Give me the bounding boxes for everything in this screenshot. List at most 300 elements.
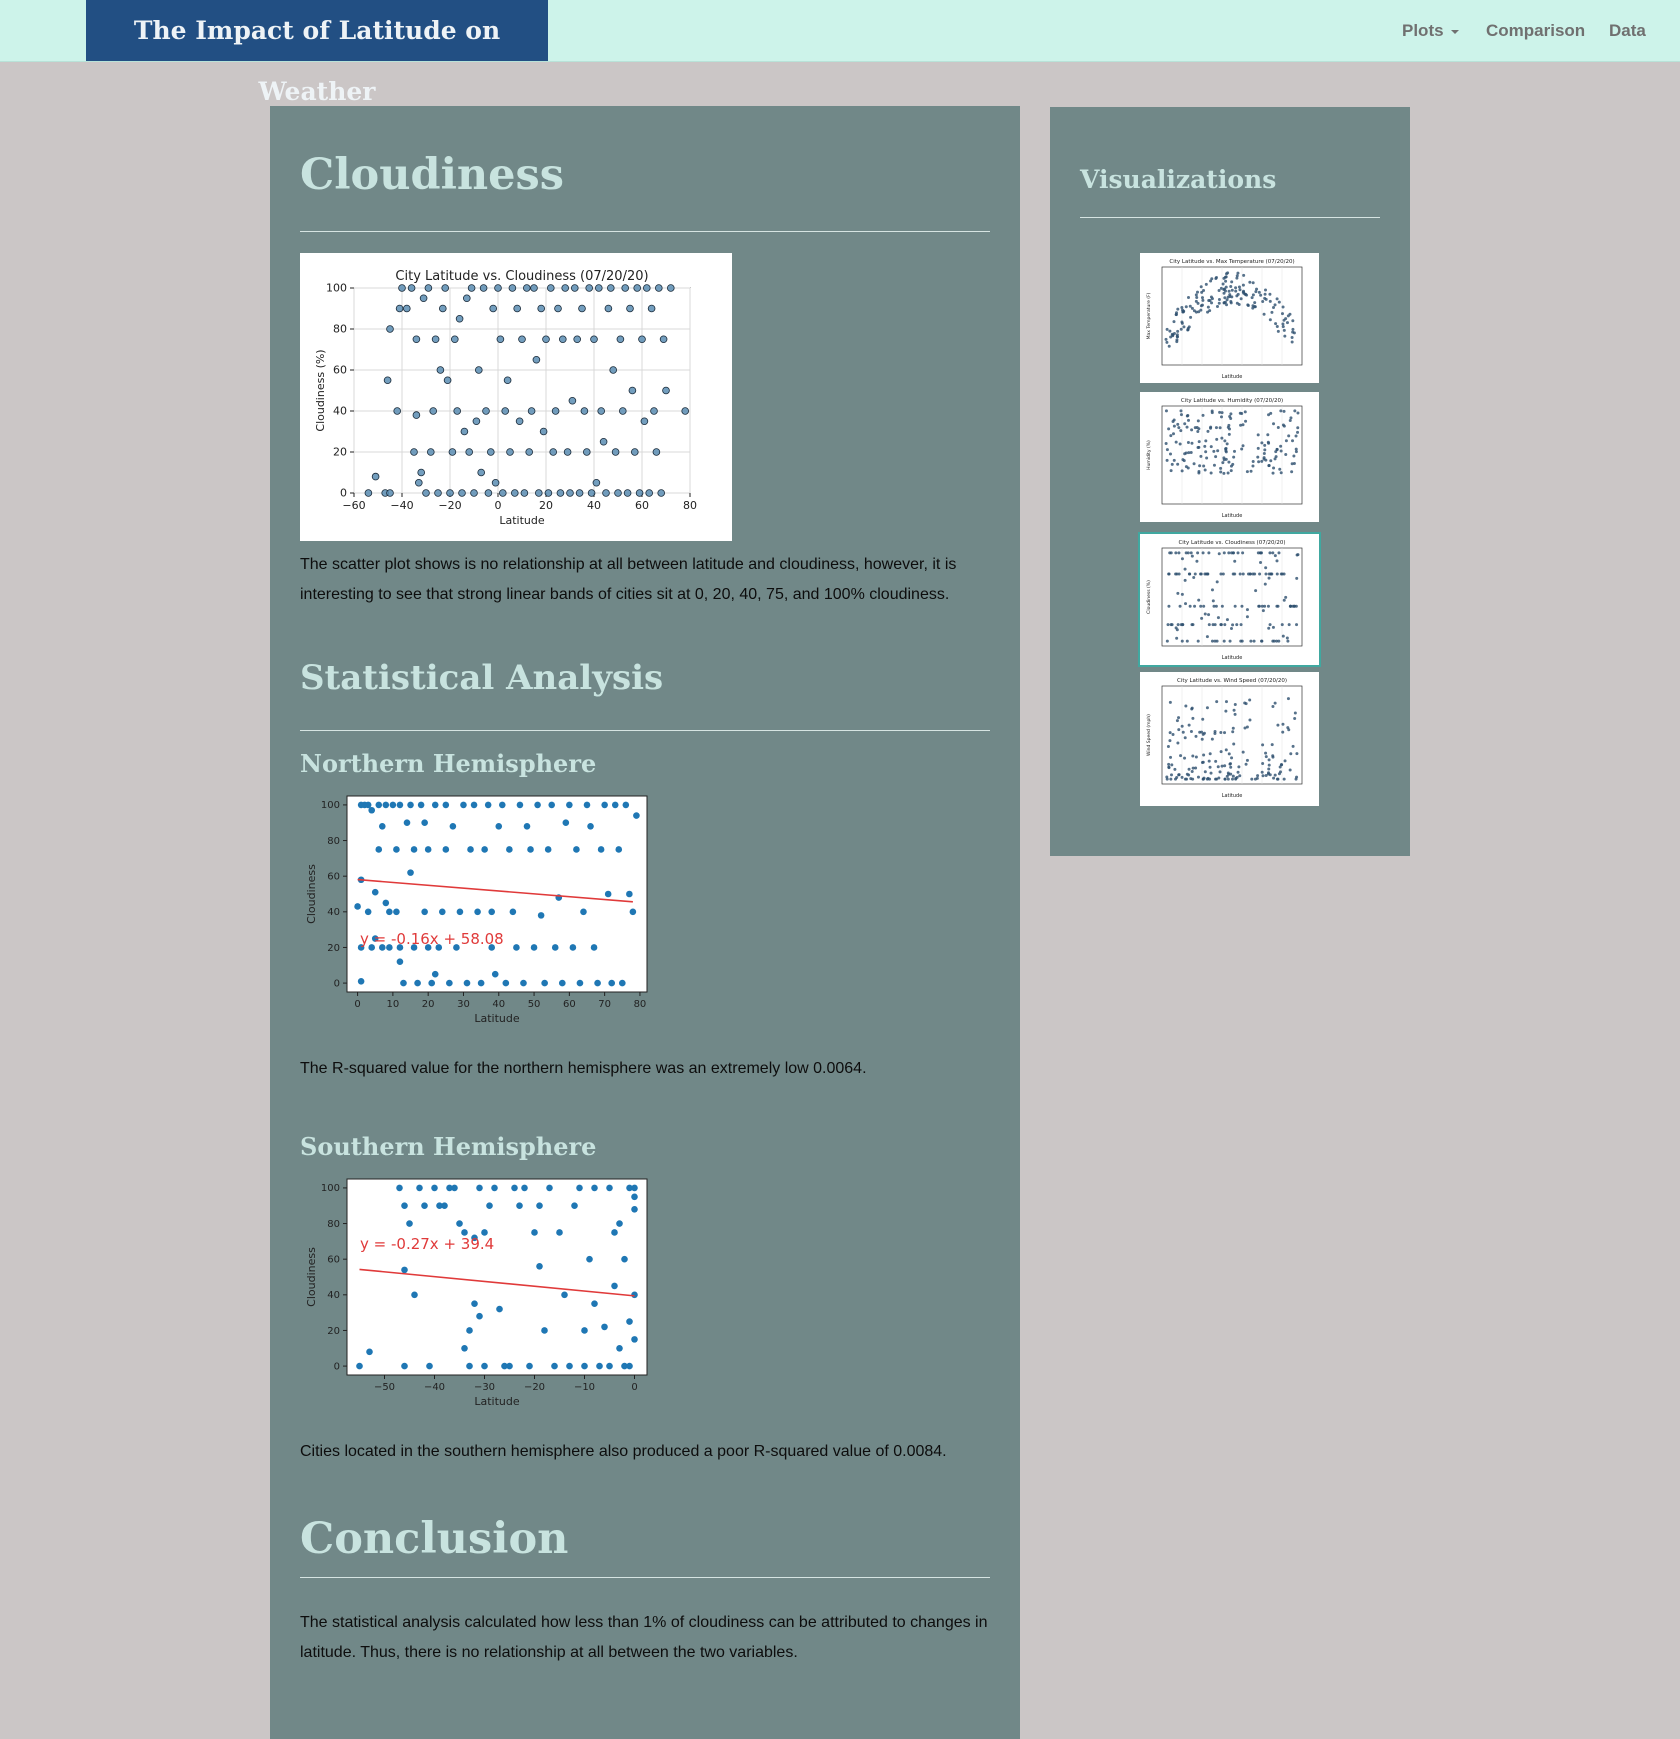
thumb-point	[1184, 602, 1187, 605]
thumb-point	[1176, 335, 1179, 338]
page-title: Cloudiness	[300, 150, 564, 200]
data-point	[407, 869, 414, 876]
thumb-point	[1295, 577, 1298, 580]
thumb-point	[1291, 328, 1294, 331]
thumb-point	[1224, 276, 1227, 279]
thumb-point	[1227, 778, 1230, 781]
data-point	[521, 1185, 528, 1192]
data-point	[606, 1363, 613, 1370]
thumb-point	[1215, 700, 1218, 703]
thumbnail-humidity[interactable]	[1140, 392, 1319, 522]
thumb-point	[1197, 419, 1200, 422]
data-point	[610, 367, 617, 374]
thumb-point	[1252, 293, 1255, 296]
thumb-point	[1234, 703, 1237, 706]
data-point	[428, 980, 435, 987]
thumb-point	[1169, 756, 1172, 759]
thumb-point	[1267, 767, 1270, 770]
caret-down-icon	[1451, 30, 1459, 34]
thumb-point	[1196, 426, 1199, 429]
thumb-point	[1281, 312, 1284, 315]
thumb-point	[1272, 422, 1275, 425]
thumb-frame	[1162, 406, 1302, 504]
y-tick-label: 100	[326, 281, 347, 295]
thumb-point	[1223, 623, 1226, 626]
data-point	[629, 387, 636, 394]
data-point	[523, 285, 530, 292]
thumb-point	[1226, 618, 1229, 621]
sidebar-title: Visualizations	[1080, 165, 1277, 194]
thumb-point	[1242, 444, 1245, 447]
thumb-point	[1198, 464, 1201, 467]
thumb-point	[1263, 452, 1266, 455]
thumb-point	[1289, 605, 1292, 608]
thumb-point	[1275, 559, 1278, 562]
thumb-point	[1209, 427, 1212, 430]
data-point	[528, 408, 535, 415]
thumb-point	[1197, 446, 1200, 449]
thumb-point	[1234, 605, 1237, 608]
data-point	[435, 490, 442, 497]
x-tick-label: 30	[457, 999, 470, 1010]
thumb-point	[1191, 555, 1194, 558]
thumb-point	[1201, 738, 1204, 741]
thumb-point	[1168, 345, 1171, 348]
thumb-point	[1201, 761, 1204, 764]
thumb-point	[1283, 425, 1286, 428]
data-point	[626, 1363, 633, 1370]
thumb-point	[1176, 308, 1179, 311]
thumb-point	[1217, 765, 1220, 768]
thumb-point	[1168, 330, 1171, 333]
data-point	[576, 1185, 583, 1192]
thumb-point	[1186, 773, 1189, 776]
thumb-frame	[1162, 686, 1302, 784]
thumb-point	[1231, 778, 1234, 781]
data-point	[579, 305, 586, 312]
data-point	[425, 846, 432, 853]
thumb-point	[1289, 768, 1292, 771]
thumb-point	[1174, 551, 1177, 554]
thumb-point	[1256, 774, 1259, 777]
thumb-point	[1241, 551, 1244, 554]
y-tick-label: 20	[327, 942, 340, 954]
thumb-point	[1202, 778, 1205, 781]
x-tick-label: 0	[494, 499, 502, 512]
thumb-point	[1293, 409, 1296, 412]
x-tick-label: −40	[390, 499, 414, 512]
thumbnail-cloudiness[interactable]	[1140, 534, 1319, 665]
thumb-point	[1271, 551, 1274, 554]
thumb-point	[1179, 754, 1182, 757]
thumb-point	[1185, 305, 1188, 308]
data-point	[404, 819, 411, 826]
x-tick-label: 60	[562, 999, 576, 1010]
thumb-point	[1292, 455, 1295, 458]
data-point	[598, 408, 605, 415]
thumb-point	[1193, 462, 1196, 465]
thumb-point	[1248, 281, 1251, 284]
thumb-point	[1292, 745, 1295, 748]
data-point	[499, 802, 506, 809]
data-point	[401, 1363, 408, 1370]
data-point	[563, 819, 570, 826]
thumb-point	[1174, 573, 1177, 576]
thumb-point	[1220, 623, 1223, 626]
thumb-point	[1287, 697, 1290, 700]
thumb-point	[1249, 640, 1252, 643]
thumb-point	[1181, 458, 1184, 461]
data-point	[519, 336, 526, 343]
thumb-point	[1295, 448, 1298, 451]
thumb-point	[1228, 433, 1231, 436]
thumb-point	[1232, 775, 1235, 778]
data-link[interactable]: Data	[1609, 21, 1646, 40]
thumb-point	[1281, 573, 1284, 576]
thumb-point	[1198, 440, 1201, 443]
data-point	[491, 1185, 498, 1192]
thumb-point	[1165, 442, 1168, 445]
data-point	[478, 980, 485, 987]
thumb-point	[1277, 551, 1280, 554]
data-point	[476, 1185, 483, 1192]
thumb-point	[1276, 724, 1279, 727]
x-tick-label: −20	[438, 499, 462, 512]
thumb-point	[1226, 271, 1229, 274]
data-point	[521, 490, 528, 497]
thumb-point	[1165, 338, 1168, 341]
thumb-point	[1203, 445, 1206, 448]
thumb-point	[1229, 766, 1232, 769]
data-point	[557, 490, 564, 497]
thumb-point	[1176, 719, 1179, 722]
thumb-point	[1267, 441, 1270, 444]
thumb-point	[1187, 441, 1190, 444]
thumb-point	[1212, 605, 1215, 608]
north-text: The R-squared value for the northern hemisphere was an extremely low 0.0064.	[300, 1060, 867, 1077]
thumb-point	[1199, 455, 1202, 458]
thumb-point	[1167, 766, 1170, 769]
thumb-point	[1193, 605, 1196, 608]
data-point	[580, 909, 587, 916]
thumb-point	[1281, 322, 1284, 325]
data-point	[481, 1363, 488, 1370]
data-point	[393, 846, 400, 853]
data-point	[534, 802, 541, 809]
data-point	[663, 387, 670, 394]
thumb-point	[1261, 771, 1264, 774]
plots-dropdown[interactable]	[1402, 0, 1459, 61]
thumb-point	[1228, 290, 1231, 293]
thumb-point	[1264, 573, 1267, 576]
thumb-point	[1216, 305, 1219, 308]
data-point	[509, 285, 516, 292]
data-point	[486, 1202, 493, 1209]
thumb-point	[1225, 303, 1228, 306]
thumb-point	[1197, 640, 1200, 643]
data-point	[584, 802, 591, 809]
data-point	[379, 823, 386, 830]
data-point	[496, 1306, 503, 1313]
x-tick-label: −60	[342, 499, 366, 512]
thumb-point	[1232, 727, 1235, 730]
thumb-point	[1175, 441, 1178, 444]
data-point	[365, 909, 372, 916]
data-point	[387, 326, 394, 333]
data-point	[524, 823, 531, 830]
thumb-point	[1237, 771, 1240, 774]
data-point	[394, 408, 401, 415]
thumb-point	[1286, 640, 1289, 643]
thumb-point	[1293, 462, 1296, 465]
thumb-point	[1271, 640, 1274, 643]
data-point	[488, 909, 495, 916]
data-point	[513, 944, 520, 951]
thumb-point	[1274, 457, 1277, 460]
thumb-title: City Latitude vs. Max Temperature (07/20/20)	[1169, 259, 1295, 265]
thumb-point	[1177, 551, 1180, 554]
data-point	[415, 479, 422, 486]
data-point	[514, 305, 521, 312]
thumb-point	[1229, 300, 1232, 303]
thumb-point	[1186, 414, 1189, 417]
y-axis-label: Cloudiness (%)	[314, 349, 327, 432]
data-point	[583, 449, 590, 456]
thumb-point	[1290, 470, 1293, 473]
data-point	[396, 1185, 403, 1192]
thumb-point	[1191, 755, 1194, 758]
thumb-point	[1187, 328, 1190, 331]
x-tick-label: 50	[527, 999, 541, 1010]
y-tick-label: 0	[333, 1361, 340, 1373]
data-point	[375, 802, 382, 809]
data-point	[541, 1327, 548, 1334]
thumb-point	[1167, 605, 1170, 608]
data-point	[443, 846, 450, 853]
thumb-point	[1230, 551, 1233, 554]
regression-equation: y = -0.16x + 58.08	[360, 930, 504, 948]
data-point	[634, 285, 641, 292]
thumb-point	[1271, 743, 1274, 746]
data-point	[612, 802, 619, 809]
thumb-point	[1244, 410, 1247, 413]
thumb-point	[1182, 325, 1185, 328]
data-point	[591, 1185, 598, 1192]
thumb-point	[1200, 617, 1203, 620]
thumb-point	[1224, 778, 1227, 781]
thumb-point	[1237, 551, 1240, 554]
thumb-point	[1209, 766, 1212, 769]
x-tick-label: 60	[635, 499, 649, 512]
data-point	[439, 909, 446, 916]
thumb-point	[1282, 305, 1285, 308]
thumb-point	[1279, 766, 1282, 769]
thumb-point	[1176, 463, 1179, 466]
thumb-point	[1208, 309, 1211, 312]
thumb-point	[1257, 460, 1260, 463]
thumb-point	[1252, 460, 1255, 463]
data-point	[510, 909, 517, 916]
data-point	[631, 1206, 638, 1213]
x-axis-label: Latitude	[474, 1395, 520, 1408]
thumb-point	[1225, 458, 1228, 461]
thumb-point	[1296, 426, 1299, 429]
thumb-point	[1246, 470, 1249, 473]
data-point	[566, 1363, 573, 1370]
thumb-point	[1177, 426, 1180, 429]
thumb-point	[1216, 449, 1219, 452]
thumb-point	[1268, 551, 1271, 554]
data-point	[551, 1363, 558, 1370]
thumb-point	[1253, 301, 1256, 304]
sidebar-divider	[1080, 217, 1380, 218]
y-tick-label: 0	[340, 486, 347, 500]
thumb-point	[1171, 463, 1174, 466]
thumb-point	[1176, 592, 1179, 595]
thumb-point	[1199, 605, 1202, 608]
data-point	[396, 305, 403, 312]
thumb-point	[1223, 640, 1226, 643]
thumb-point	[1291, 319, 1294, 322]
thumb-point	[1214, 455, 1217, 458]
thumb-ylabel: Wind Speed (mph)	[1147, 714, 1152, 756]
data-point	[588, 490, 595, 497]
data-point	[426, 1363, 433, 1370]
x-tick-label: 0	[631, 1382, 638, 1393]
thumb-point	[1194, 573, 1197, 576]
thumb-point	[1219, 426, 1222, 429]
thumb-point	[1230, 469, 1233, 472]
x-tick-label: 80	[683, 499, 697, 512]
thumb-point	[1197, 776, 1200, 779]
thumb-point	[1223, 439, 1226, 442]
data-point	[601, 1324, 608, 1331]
thumb-point	[1283, 329, 1286, 332]
data-point	[446, 980, 453, 987]
stats-divider	[300, 730, 990, 731]
thumb-ylabel: Cloudiness (%)	[1147, 580, 1152, 614]
data-point	[538, 305, 545, 312]
x-tick-label: 70	[598, 999, 612, 1010]
thumb-point	[1168, 739, 1171, 742]
thumb-point	[1211, 409, 1214, 412]
thumb-point	[1274, 322, 1277, 325]
thumb-point	[1296, 431, 1299, 434]
thumb-point	[1185, 451, 1188, 454]
thumb-point	[1227, 471, 1230, 474]
thumb-point	[1265, 755, 1268, 758]
thumb-xlabel: Latitude	[1221, 655, 1243, 661]
thumb-point	[1176, 330, 1179, 333]
thumb-point	[1242, 290, 1245, 293]
data-point	[655, 285, 662, 292]
data-point	[536, 1202, 543, 1209]
thumb-point	[1229, 412, 1232, 415]
thumb-point	[1285, 439, 1288, 442]
comparison-link[interactable]: Comparison	[1486, 21, 1586, 40]
thumb-point	[1279, 445, 1282, 448]
brand-link[interactable]: The Impact of Latitude on Weather	[86, 0, 548, 61]
thumb-point	[1255, 288, 1258, 291]
y-axis-label: Cloudiness	[305, 1247, 318, 1307]
thumb-point	[1207, 551, 1210, 554]
thumb-point	[1276, 297, 1279, 300]
chart-title: City Latitude vs. Cloudiness (07/20/20)	[395, 269, 649, 284]
thumb-point	[1236, 274, 1239, 277]
thumb-point	[1272, 472, 1275, 475]
thumb-point	[1272, 777, 1275, 780]
data-point	[467, 846, 474, 853]
data-point	[591, 944, 598, 951]
thumb-point	[1179, 429, 1182, 432]
thumb-point	[1261, 300, 1264, 303]
thumb-point	[1225, 748, 1228, 751]
data-point	[636, 490, 643, 497]
thumb-point	[1236, 302, 1239, 305]
thumbnail-wind-speed[interactable]	[1140, 672, 1319, 806]
data-point	[407, 802, 414, 809]
data-point	[466, 449, 473, 456]
data-point	[358, 978, 365, 985]
thumb-point	[1208, 760, 1211, 763]
thumb-point	[1229, 285, 1232, 288]
data-point	[571, 285, 578, 292]
thumb-point	[1268, 764, 1271, 767]
data-point	[444, 377, 451, 384]
thumb-point	[1204, 450, 1207, 453]
thumb-point	[1190, 428, 1193, 431]
thumb-point	[1201, 718, 1204, 721]
data-point	[430, 408, 437, 415]
data-point	[531, 1229, 538, 1236]
data-point	[356, 1363, 363, 1370]
thumb-point	[1221, 765, 1224, 768]
data-point	[533, 356, 540, 363]
data-point	[476, 1313, 483, 1320]
data-point	[463, 295, 470, 302]
thumb-point	[1201, 304, 1204, 307]
data-point	[454, 408, 461, 415]
thumb-point	[1166, 459, 1169, 462]
data-point	[442, 285, 449, 292]
thumb-point	[1177, 773, 1180, 776]
thumb-point	[1172, 733, 1175, 736]
thumb-point	[1278, 772, 1281, 775]
data-point	[449, 449, 456, 456]
thumbnail-temperature[interactable]	[1140, 253, 1319, 383]
thumb-point	[1231, 623, 1234, 626]
data-point	[631, 1336, 638, 1343]
data-point	[432, 336, 439, 343]
x-axis-label: Latitude	[499, 514, 545, 527]
data-point	[581, 1327, 588, 1334]
visualizations-sidebar	[1050, 107, 1410, 856]
thumb-point	[1218, 552, 1221, 555]
thumb-point	[1281, 723, 1284, 726]
thumb-point	[1176, 423, 1179, 426]
thumb-point	[1181, 725, 1184, 728]
data-point	[384, 377, 391, 384]
thumb-point	[1192, 576, 1195, 579]
thumb-point	[1169, 452, 1172, 455]
thumb-point	[1181, 469, 1184, 472]
thumb-point	[1182, 310, 1185, 313]
data-point	[511, 490, 518, 497]
data-point	[621, 1256, 628, 1263]
thumb-point	[1246, 608, 1249, 611]
thumb-point	[1208, 623, 1211, 626]
thumb-point	[1233, 450, 1236, 453]
